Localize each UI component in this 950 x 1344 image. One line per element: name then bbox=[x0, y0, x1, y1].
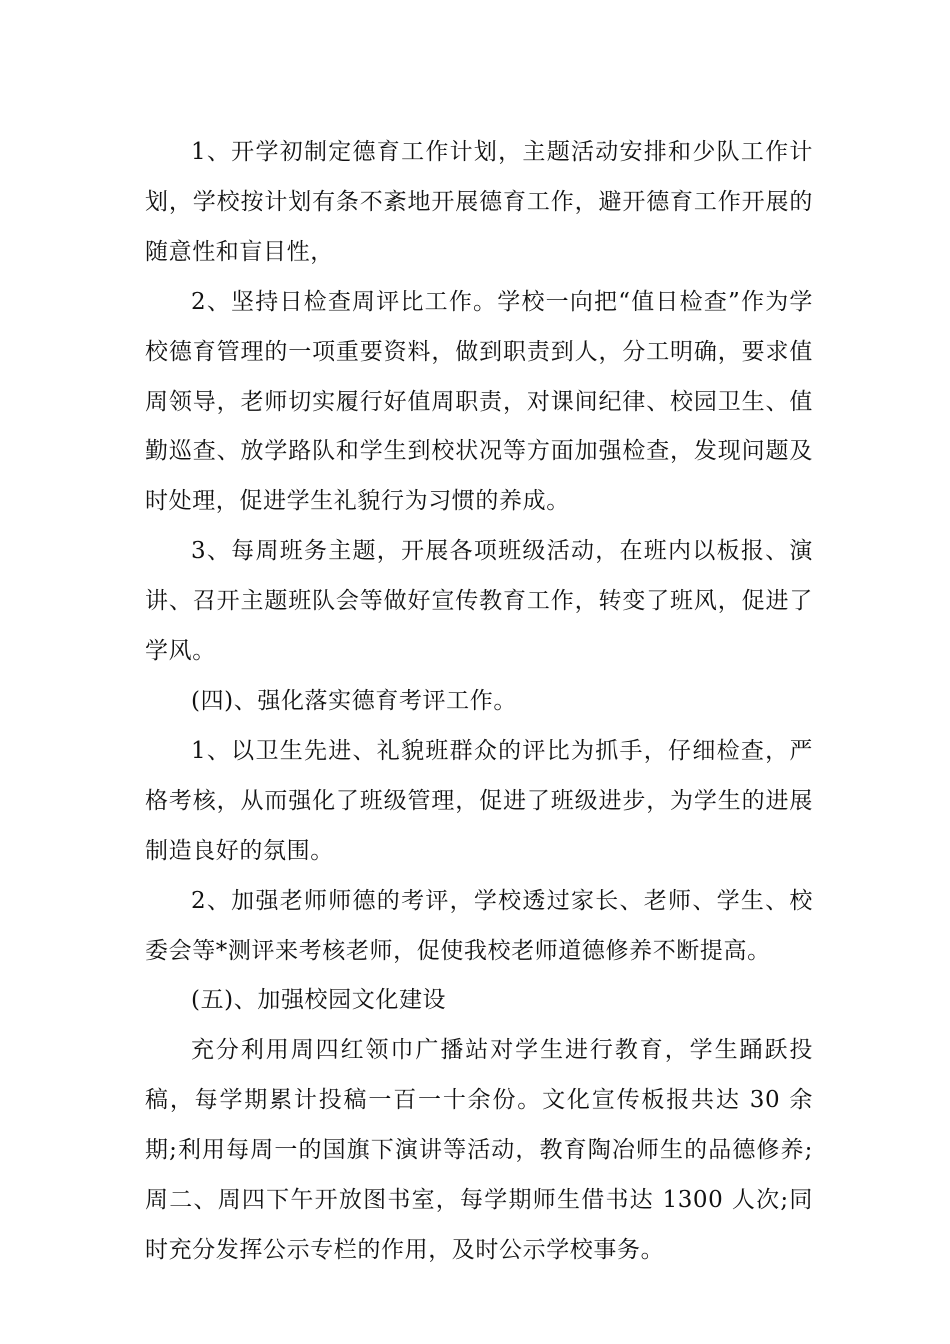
paragraph-campus-culture: 充分利用周四红领巾广播站对学生进行教育，学生踊跃投稿，每学期累计投稿一百一十余份。文化宣传板报共达 30 余期;利用每周一的国旗下演讲等活动，教育陶冶师生的品德修养;周二、周四下午开放图书室，每学期师生借书达 1300 人次;同时充分发挥公示专栏的作用，及时公示学校事务。 bbox=[145, 1037, 813, 1263]
paragraph-plan: 1、开学初制定德育工作计划，主题活动安排和少队工作计划，学校按计划有条不紊地开展德育工作，避开德育工作开展的随意性和盲目性， bbox=[145, 139, 813, 265]
section-heading-campus-culture: (五)、加强校园文化建设 bbox=[191, 987, 447, 1014]
document-body bbox=[145, 128, 813, 1276]
paragraph-teacher-ethics: 2、加强老师师德的考评，学校透过家长、老师、学生、校委会等*测评来考核老师，促使我校老师道德修养不断提高。 bbox=[145, 887, 813, 964]
section-heading-evaluation: (四)、强化落实德育考评工作。 bbox=[191, 687, 517, 714]
paragraph-daily-check: 2、坚持日检查周评比工作。学校一向把“值日检查”作为学校德育管理的一项重要资料，做到职责到人，分工明确，要求值周领导，老师切实履行好值周职责，对课间纪律、校园卫生、值勤巡查、放学路队和学生到校状况等方面加强检查，发现问题及时处理，促进学生礼貌行为习惯的养成。 bbox=[145, 288, 813, 515]
paragraph-weekly-theme: 3、每周班务主题，开展各项班级活动，在班内以板报、演讲、召开主题班队会等做好宣传教育工作，转变了班风，促进了学风。 bbox=[145, 538, 813, 665]
paragraph-hygiene-evaluation: 1、以卫生先进、礼貌班群众的评比为抓手，仔细检查，严格考核，从而强化了班级管理，促进了班级进步，为学生的进展制造良好的氛围。 bbox=[145, 737, 813, 864]
